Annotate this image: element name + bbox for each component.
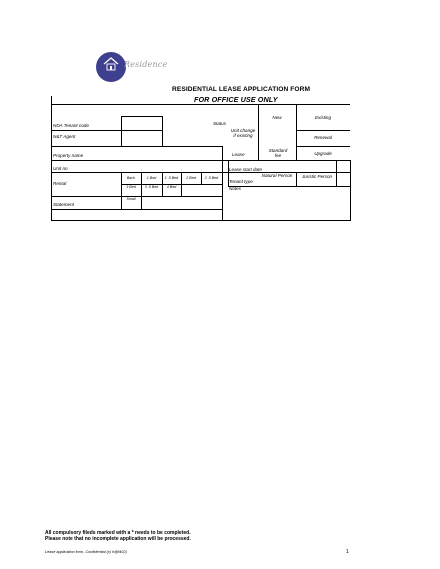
rental-option: 2 Bed xyxy=(186,176,196,180)
table-rule xyxy=(228,186,350,187)
table-rule xyxy=(51,209,222,210)
table-rule xyxy=(162,116,163,146)
footer-notice xyxy=(45,530,191,543)
status-label: Status xyxy=(213,121,227,126)
unit-change-label: Unit change if existing xyxy=(230,128,256,139)
table-rule xyxy=(51,146,222,147)
table-rule xyxy=(296,130,350,131)
house-icon xyxy=(103,57,119,71)
table-rule xyxy=(258,104,259,160)
juristic-person-label: Juristic Person xyxy=(301,174,333,179)
logo-brand-text: Residence xyxy=(124,60,168,69)
nda-tenant-code-label: NDA Tenant code xyxy=(53,123,89,128)
rental-option: Bach xyxy=(126,176,136,180)
tenant-type-label: Tenant type xyxy=(229,179,253,184)
rental-option: 4 Bed xyxy=(166,185,177,189)
rental-label: Rental xyxy=(53,181,67,186)
lease-start-date-label: Lease start date xyxy=(229,167,262,172)
rental-option: 2 .5 Bed xyxy=(204,176,219,180)
agent-label: N&T Agent xyxy=(53,134,76,139)
rental-option: 1 Bed xyxy=(146,176,157,180)
standard-fee-label: Standard fee xyxy=(268,148,288,159)
rental-option: 3 Bed xyxy=(126,185,136,189)
form-subtitle: FOR OFFICE USE ONLY xyxy=(194,95,278,104)
table-rule xyxy=(121,116,162,117)
table-rule xyxy=(51,130,162,131)
table-rule xyxy=(121,116,122,146)
table-rule xyxy=(336,160,337,186)
office-use-table xyxy=(51,96,351,221)
table-rule xyxy=(51,160,350,161)
renewal-label: Renewal xyxy=(314,135,332,140)
table-rule xyxy=(222,146,223,220)
statement-label: Statement xyxy=(53,202,74,207)
table-rule xyxy=(296,172,297,186)
rental-option: Small xyxy=(126,197,136,201)
table-rule xyxy=(51,104,350,105)
property-name-label: Property name xyxy=(53,153,84,158)
page-number: 1 xyxy=(346,549,349,555)
rental-option: 1 .5 Bed xyxy=(164,176,179,180)
table-rule xyxy=(296,104,297,160)
document-reference: Lease application form- Confidential (c) h@f402) xyxy=(45,550,127,554)
table-rule xyxy=(162,172,163,196)
upgrade-label: Upgrade xyxy=(314,151,332,156)
new-label: New xyxy=(272,115,282,120)
form-title: RESIDENTIAL LEASE APPLICATION FORM xyxy=(172,86,311,93)
footer-line-1: All compulsory fileds marked with a * needs to be completed. xyxy=(45,530,191,536)
existing-label: Existing xyxy=(314,115,332,120)
rental-option: 3 .5 Bed xyxy=(144,185,159,189)
natural-person-label: Natural Person xyxy=(261,173,293,178)
table-rule xyxy=(296,146,350,147)
notes-label: Notes xyxy=(229,186,242,191)
unit-no-label: Unit no xyxy=(53,166,68,171)
footer-line-2: Please note that no incomplete application will be processed. xyxy=(45,536,191,543)
table-rule xyxy=(181,172,182,196)
lease-label: Lease xyxy=(232,152,245,157)
table-rule xyxy=(350,160,351,220)
table-rule xyxy=(51,196,222,197)
